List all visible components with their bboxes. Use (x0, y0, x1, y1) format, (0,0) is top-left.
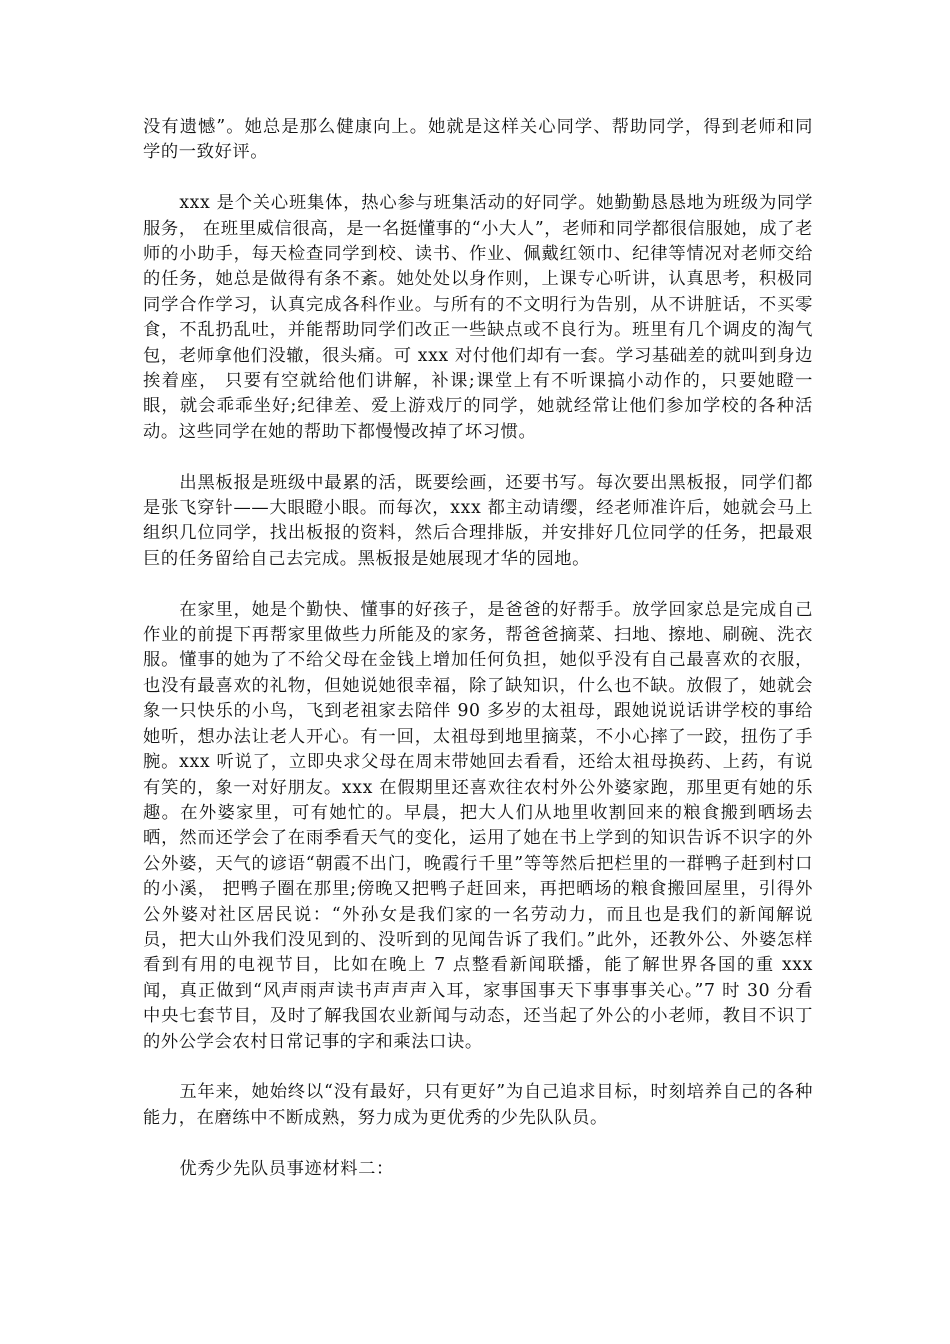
paragraph-blackboard: 出黑板报是班级中最累的活，既要绘画，还要书写。每次要出黑板报，同学们都是张飞穿针——大眼瞪小眼。而每次，xxx 都主动请缨，经老师准许后，她就会马上组织几位同学，找出板报的资料，然后合理排版，并安排好几位同学的任务，把最艰巨的任务留给自己去完成。黑板报是她展现才华的园地。 (143, 472, 813, 569)
paragraph-five-years: 五年来，她始终以“没有最好，只有更好”为自己追求目标，时刻培养自己的各种能力，在磨练中不断成熟，努力成为更优秀的少先队队员。 (143, 1082, 813, 1128)
paragraph-continuation: 没有遗憾”。她总是那么健康向上。她就是这样关心同学、帮助同学，得到老师和同学的一致好评。 (143, 117, 813, 163)
document-body (143, 115, 813, 1207)
section-heading-material-two: 优秀少先队员事迹材料二： (179, 1158, 394, 1179)
paragraph-class-helper: xxx 是个关心班集体，热心参与班集活动的好同学。她勤勤恳恳地为班级为同学服务， 在班里威信很高，是一名挺懂事的“小大人”，老师和同学都很信服她，成了老师的小助手，每天检查同学到校、读书、作业、佩戴红领巾、纪律等情况对老师交给的任务，她总是做得有条不紊。她处处以身作则，上课专心听讲，认真思考，积极同同学合作学习，认真完成各科作业。与所有的不文明行为告别，从不讲脏话，不买零食，不乱扔乱吐，并能帮助同学们改正一些缺点或不良行为。班里有几个调皮的淘气包，老师拿他们没辙，很头痛。可 xxx 对付他们却有一套。学习基础差的就叫到身边挨着座， 只要有空就给他们讲解，补课;课堂上有不听课搞小动作的，只要她瞪一眼，就会乖乖坐好;纪律差、爱上游戏厅的同学，她就经常让他们参加学校的各种活动。这些同学在她的帮助下都慢慢改掉了坏习惯。 (143, 193, 813, 442)
paragraph-home-life: 在家里，她是个勤快、懂事的好孩子，是爸爸的好帮手。放学回家总是完成自己作业的前提下再帮家里做些力所能及的家务，帮爸爸摘菜、扫地、擦地、刷碗、洗衣服。懂事的她为了不给父母在金钱上增加任何负担，她似乎没有自己最喜欢的衣服，也没有最喜欢的礼物，但她说她很幸福，除了缺知识，什么也不缺。放假了，她就会象一只快乐的小鸟，飞到老祖家去陪伴 90 多岁的太祖母，跟她说说话讲学校的事给她听，想办法让老人开心。有一回，太祖母到地里摘菜，不小心摔了一跤，扭伤了手腕。xxx 听说了，立即央求父母在周末带她回去看看，还给太祖母换药、上药，有说有笑的，象一对好朋友。xxx 在假期里还喜欢往农村外公外婆家跑，那里更有她的乐趣。在外婆家里，可有她忙的。早晨，把大人们从地里收割回来的粮食搬到晒场去晒，然而还学会了在雨季看天气的变化，运用了她在书上学到的知识告诉不识字的外公外婆，天气的谚语“朝霞不出门，晚霞行千里”等等然后把栏里的一群鸭子赶到村口的小溪， 把鸭子圈在那里;傍晚又把鸭子赶回来，再把晒场的粮食搬回屋里，引得外公外婆对社区居民说：“外孙女是我们家的一名劳动力，而且也是我们的新闻解说员，把大山外我们没见到的、没听到的见闻告诉了我们。”此外，还教外公、外婆怎样看到有用的电视节目，比如在晚上 7 点整看新闻联播，能了解世界各国的重 xxx 闻，真正做到“风声雨声读书声声声入耳，家事国事天下事事事关心。”7 时 30 分看中央七套节目，及时了解我国农业新闻与动态，还当起了外公的小老师，教目不识丁的外公学会农村日常记事的字和乘法口诀。 (143, 599, 813, 1052)
